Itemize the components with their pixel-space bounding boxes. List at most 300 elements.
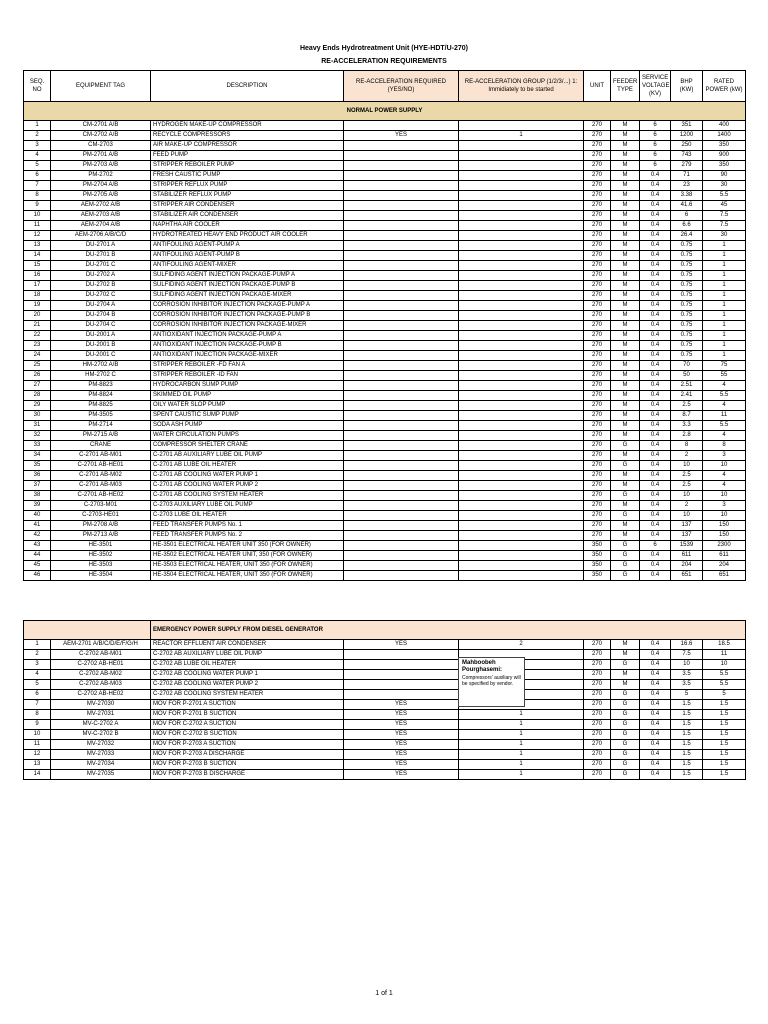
cell-bhp: 0.75	[671, 261, 703, 271]
table-row	[24, 201, 746, 211]
cell-unit: 270	[584, 211, 611, 221]
cell-reacc	[344, 680, 459, 690]
cell-bhp: 41.6	[671, 201, 703, 211]
cell-voltage: 0.4	[640, 501, 671, 511]
cell-reacc	[344, 291, 459, 301]
cell-reacc	[344, 471, 459, 481]
cell-seq: 15	[24, 261, 51, 271]
cell-bhp: 0.75	[671, 291, 703, 301]
cell-bhp: 1.5	[671, 710, 703, 720]
cell-rated: 1	[703, 321, 746, 331]
cell-group	[459, 251, 584, 261]
cell-voltage: 0.4	[640, 291, 671, 301]
cell-reacc	[344, 421, 459, 431]
cell-tag: MV-27033	[51, 750, 151, 760]
cell-unit: 270	[584, 271, 611, 281]
cell-group	[459, 211, 584, 221]
cell-group	[459, 511, 584, 521]
cell-tag: DU-2704 C	[51, 321, 151, 331]
cell-desc: STRIPPER REFLUX PUMP	[151, 181, 344, 191]
table-row	[24, 640, 746, 650]
cell-tag: C-2702 AB-M02	[51, 670, 151, 680]
cell-group	[459, 501, 584, 511]
cell-feeder: G	[611, 541, 640, 551]
header-voltage: SERVICE VOLTAGE (KV)	[640, 71, 671, 102]
cell-reacc: YES	[344, 740, 459, 750]
cell-desc: FEED TRANSFER PUMPS No. 1	[151, 521, 344, 531]
table-row	[24, 271, 746, 281]
cell-voltage: 0.4	[640, 700, 671, 710]
table-row	[24, 211, 746, 221]
cell-seq: 9	[24, 201, 51, 211]
cell-feeder: G	[611, 720, 640, 730]
cell-unit: 270	[584, 421, 611, 431]
cell-rated: 10	[703, 461, 746, 471]
cell-group	[459, 331, 584, 341]
cell-group	[459, 271, 584, 281]
cell-feeder: M	[611, 481, 640, 491]
cell-rated: 4	[703, 431, 746, 441]
cell-group	[459, 561, 584, 571]
cell-bhp: 204	[671, 561, 703, 571]
cell-reacc	[344, 341, 459, 351]
cell-unit: 270	[584, 650, 611, 660]
cell-group	[459, 191, 584, 201]
cell-feeder: M	[611, 131, 640, 141]
cell-desc: STRIPPER REBOILER PUMP	[151, 161, 344, 171]
cell-rated: 5.5	[703, 680, 746, 690]
cell-rated: 30	[703, 181, 746, 191]
cell-unit: 270	[584, 131, 611, 141]
cell-feeder: M	[611, 391, 640, 401]
cell-tag: HE-3501	[51, 541, 151, 551]
header-unit: UNIT	[584, 71, 611, 102]
cell-voltage: 0.4	[640, 471, 671, 481]
cell-group	[459, 201, 584, 211]
document-subtitle: RE-ACCELERATION REQUIREMENTS	[321, 58, 447, 65]
header-bhp: BHP (KW)	[671, 71, 703, 102]
cell-tag: MV-27031	[51, 710, 151, 720]
cell-voltage: 0.4	[640, 221, 671, 231]
table-row	[24, 690, 746, 700]
cell-unit: 270	[584, 660, 611, 670]
cell-reacc	[344, 441, 459, 451]
cell-bhp: 0.75	[671, 351, 703, 361]
cell-bhp: 2	[671, 451, 703, 461]
cell-tag: PM-3505	[51, 411, 151, 421]
cell-seq: 4	[24, 670, 51, 680]
cell-rated: 611	[703, 551, 746, 561]
cell-bhp: 3.5	[671, 670, 703, 680]
cell-feeder: M	[611, 341, 640, 351]
cell-tag: HM-2702 C	[51, 371, 151, 381]
table-row	[24, 251, 746, 261]
cell-seq: 36	[24, 471, 51, 481]
cell-rated: 11	[703, 411, 746, 421]
cell-group	[459, 531, 584, 541]
cell-desc: SPENT CAUSTIC SUMP PUMP	[151, 411, 344, 421]
cell-tag: DU-2701 C	[51, 261, 151, 271]
table-row	[24, 730, 746, 740]
cell-feeder: G	[611, 511, 640, 521]
cell-unit: 270	[584, 680, 611, 690]
cell-desc: SULFIDING AGENT INJECTION PACKAGE-PUMP B	[151, 281, 344, 291]
cell-voltage: 0.4	[640, 730, 671, 740]
cell-group	[459, 121, 584, 131]
cell-seq: 46	[24, 571, 51, 581]
cell-unit: 270	[584, 341, 611, 351]
table-row	[24, 421, 746, 431]
cell-group	[459, 261, 584, 271]
cell-unit: 270	[584, 431, 611, 441]
cell-group	[459, 231, 584, 241]
cell-unit: 350	[584, 551, 611, 561]
cell-tag: PM-2715 A/B	[51, 431, 151, 441]
cell-seq: 40	[24, 511, 51, 521]
cell-group	[459, 351, 584, 361]
cell-voltage: 6	[640, 151, 671, 161]
table-row	[24, 291, 746, 301]
table-row	[24, 171, 746, 181]
cell-bhp: 10	[671, 491, 703, 501]
cell-feeder: G	[611, 730, 640, 740]
cell-voltage: 0.4	[640, 680, 671, 690]
cell-feeder: M	[611, 401, 640, 411]
cell-tag: CRANE	[51, 441, 151, 451]
cell-desc: MOV FOR P-2703 B DISCHARGE	[151, 770, 344, 780]
cell-feeder: M	[611, 331, 640, 341]
cell-feeder: M	[611, 271, 640, 281]
table-row	[24, 261, 746, 271]
cell-unit: 270	[584, 381, 611, 391]
section-emergency-label: EMERGENCY POWER SUPPLY FROM DIESEL GENERATOR	[151, 621, 746, 640]
cell-rated: 1.5	[703, 720, 746, 730]
cell-group	[459, 401, 584, 411]
cell-feeder: M	[611, 640, 640, 650]
cell-unit: 270	[584, 700, 611, 710]
cell-desc: STRIPPER REBOILER -ID FAN	[151, 371, 344, 381]
cell-unit: 270	[584, 351, 611, 361]
cell-seq: 41	[24, 521, 51, 531]
cell-feeder: M	[611, 221, 640, 231]
cell-group	[459, 301, 584, 311]
cell-seq: 1	[24, 121, 51, 131]
cell-rated: 2300	[703, 541, 746, 551]
table-row	[24, 710, 746, 720]
normal-power-table	[23, 70, 746, 581]
cell-reacc	[344, 221, 459, 231]
cell-desc: HYDROGEN MAKE-UP COMPRESSOR	[151, 121, 344, 131]
cell-seq: 28	[24, 391, 51, 401]
cell-rated: 900	[703, 151, 746, 161]
cell-voltage: 0.4	[640, 521, 671, 531]
cell-rated: 5.5	[703, 391, 746, 401]
cell-desc: STABILIZER REFLUX PUMP	[151, 191, 344, 201]
cell-unit: 270	[584, 461, 611, 471]
table-row	[24, 760, 746, 770]
cell-tag: PM-2705 A/B	[51, 191, 151, 201]
cell-rated: 1.5	[703, 700, 746, 710]
table-row	[24, 471, 746, 481]
cell-rated: 4	[703, 401, 746, 411]
table-row	[24, 331, 746, 341]
cell-tag: HM-2702 A/B	[51, 361, 151, 371]
cell-unit: 270	[584, 640, 611, 650]
cell-bhp: 2	[671, 501, 703, 511]
cell-reacc: YES	[344, 710, 459, 720]
cell-rated: 1.5	[703, 730, 746, 740]
cell-reacc	[344, 371, 459, 381]
cell-feeder: M	[611, 251, 640, 261]
cell-rated: 150	[703, 531, 746, 541]
cell-desc: WATER CIRCULATION PUMPS	[151, 431, 344, 441]
cell-desc: ANTIOXIDANT INJECTION PACKAGE-PUMP B	[151, 341, 344, 351]
table-row	[24, 221, 746, 231]
cell-reacc	[344, 660, 459, 670]
cell-group	[459, 541, 584, 551]
cell-reacc	[344, 461, 459, 471]
cell-reacc	[344, 511, 459, 521]
cell-reacc	[344, 650, 459, 660]
cell-tag: C-2701 AB-HE02	[51, 491, 151, 501]
cell-voltage: 0.4	[640, 191, 671, 201]
cell-reacc: YES	[344, 700, 459, 710]
cell-seq: 22	[24, 331, 51, 341]
cell-group	[459, 471, 584, 481]
cell-tag: DU-2701 B	[51, 251, 151, 261]
cell-bhp: 5	[671, 690, 703, 700]
cell-desc: STRIPPER AIR CONDENSER	[151, 201, 344, 211]
cell-reacc	[344, 141, 459, 151]
table-row	[24, 361, 746, 371]
cell-desc: MOV FOR P-2703 A SUCTION	[151, 740, 344, 750]
cell-rated: 350	[703, 161, 746, 171]
cell-feeder: M	[611, 311, 640, 321]
cell-unit: 270	[584, 690, 611, 700]
cell-feeder: G	[611, 700, 640, 710]
cell-unit: 270	[584, 770, 611, 780]
cell-desc: OILY WATER SLOP PUMP	[151, 401, 344, 411]
cell-reacc	[344, 481, 459, 491]
cell-group: 1	[459, 770, 584, 780]
cell-group	[459, 171, 584, 181]
cell-bhp: 3.5	[671, 680, 703, 690]
cell-reacc	[344, 331, 459, 341]
cell-feeder: M	[611, 351, 640, 361]
cell-group: 1	[459, 710, 584, 720]
cell-bhp: 2.5	[671, 481, 703, 491]
cell-group	[459, 221, 584, 231]
cell-group	[459, 551, 584, 561]
cell-seq: 12	[24, 231, 51, 241]
cell-reacc: YES	[344, 770, 459, 780]
table-row	[24, 720, 746, 730]
cell-tag: AEM-2702 A/B	[51, 201, 151, 211]
cell-reacc	[344, 561, 459, 571]
cell-unit: 350	[584, 571, 611, 581]
cell-feeder: M	[611, 301, 640, 311]
table-row	[24, 521, 746, 531]
cell-group	[459, 571, 584, 581]
cell-rated: 1.5	[703, 740, 746, 750]
table-row	[24, 241, 746, 251]
cell-feeder: M	[611, 451, 640, 461]
cell-voltage: 0.4	[640, 211, 671, 221]
cell-group	[459, 431, 584, 441]
cell-voltage: 0.4	[640, 301, 671, 311]
cell-reacc	[344, 571, 459, 581]
cell-bhp: 0.75	[671, 251, 703, 261]
cell-rated: 400	[703, 121, 746, 131]
table-row	[24, 431, 746, 441]
cell-seq: 24	[24, 351, 51, 361]
cell-desc: CORROSION INHIBITOR INJECTION PACKAGE-PUMP A	[151, 301, 344, 311]
cell-desc: FRESH CAUSTIC PUMP	[151, 171, 344, 181]
cell-group: 1	[459, 131, 584, 141]
cell-seq: 23	[24, 341, 51, 351]
cell-feeder: M	[611, 521, 640, 531]
cell-seq: 45	[24, 561, 51, 571]
cell-rated: 5.5	[703, 191, 746, 201]
cell-voltage: 0.4	[640, 421, 671, 431]
table-row	[24, 381, 746, 391]
cell-voltage: 0.4	[640, 531, 671, 541]
cell-voltage: 0.4	[640, 401, 671, 411]
table-row	[24, 670, 746, 680]
cell-rated: 1	[703, 301, 746, 311]
cell-seq: 10	[24, 730, 51, 740]
cell-seq: 17	[24, 281, 51, 291]
cell-tag: MV-27035	[51, 770, 151, 780]
cell-bhp: 3.38	[671, 191, 703, 201]
cell-feeder: M	[611, 211, 640, 221]
cell-desc: MOV FOR C-2702 B SUCTION	[151, 730, 344, 740]
cell-tag: HE-3504	[51, 571, 151, 581]
header-seq: SEQ. NO	[24, 71, 51, 102]
cell-feeder: M	[611, 680, 640, 690]
cell-bhp: 651	[671, 571, 703, 581]
cell-rated: 1	[703, 281, 746, 291]
cell-feeder: M	[611, 141, 640, 151]
cell-voltage: 0.4	[640, 351, 671, 361]
table-row	[24, 511, 746, 521]
cell-unit: 270	[584, 501, 611, 511]
cell-desc: C-2702 AB LUBE OIL HEATER	[151, 660, 344, 670]
cell-seq: 21	[24, 321, 51, 331]
cell-desc: C-2702 AB COOLING SYSTEM HEATER	[151, 690, 344, 700]
cell-reacc: YES	[344, 730, 459, 740]
cell-feeder: M	[611, 191, 640, 201]
cell-unit: 270	[584, 161, 611, 171]
table-row	[24, 231, 746, 241]
cell-tag: DU-2001 B	[51, 341, 151, 351]
cell-group	[459, 491, 584, 501]
cell-rated: 55	[703, 371, 746, 381]
cell-unit: 270	[584, 301, 611, 311]
cell-seq: 37	[24, 481, 51, 491]
cell-group	[459, 361, 584, 371]
cell-tag: C-2701 AB-M02	[51, 471, 151, 481]
cell-unit: 270	[584, 401, 611, 411]
cell-voltage: 0.4	[640, 381, 671, 391]
cell-unit: 270	[584, 511, 611, 521]
cell-group	[459, 161, 584, 171]
cell-rated: 1	[703, 241, 746, 251]
cell-tag: DU-2702 A	[51, 271, 151, 281]
cell-seq: 42	[24, 531, 51, 541]
cell-bhp: 0.75	[671, 321, 703, 331]
cell-rated: 7.5	[703, 221, 746, 231]
cell-seq: 13	[24, 760, 51, 770]
cell-voltage: 0.4	[640, 311, 671, 321]
cell-unit: 270	[584, 361, 611, 371]
comment-note[interactable]	[458, 657, 525, 707]
cell-voltage: 0.4	[640, 321, 671, 331]
cell-bhp: 2.51	[671, 381, 703, 391]
table-row	[24, 121, 746, 131]
cell-seq: 14	[24, 770, 51, 780]
cell-rated: 1	[703, 261, 746, 271]
cell-reacc	[344, 451, 459, 461]
section-normal-power	[24, 102, 746, 121]
cell-unit: 270	[584, 291, 611, 301]
cell-rated: 4	[703, 471, 746, 481]
cell-feeder: G	[611, 461, 640, 471]
cell-unit: 270	[584, 710, 611, 720]
cell-voltage: 0.4	[640, 181, 671, 191]
cell-voltage: 0.4	[640, 271, 671, 281]
cell-bhp: 71	[671, 171, 703, 181]
cell-bhp: 0.75	[671, 311, 703, 321]
cell-desc: MOV FOR P-2701 A SUCTION	[151, 700, 344, 710]
cell-tag: PM-2703 A/B	[51, 161, 151, 171]
cell-reacc	[344, 690, 459, 700]
cell-rated: 1	[703, 251, 746, 261]
cell-reacc	[344, 670, 459, 680]
table-row	[24, 750, 746, 760]
cell-tag: C-2702 AB-HE02	[51, 690, 151, 700]
cell-seq: 6	[24, 171, 51, 181]
cell-tag: DU-2702 C	[51, 291, 151, 301]
cell-feeder: M	[611, 261, 640, 271]
cell-seq: 12	[24, 750, 51, 760]
cell-reacc	[344, 161, 459, 171]
cell-unit: 270	[584, 201, 611, 211]
cell-feeder: M	[611, 471, 640, 481]
cell-reacc	[344, 551, 459, 561]
cell-tag: PM-2714	[51, 421, 151, 431]
cell-voltage: 0.4	[640, 391, 671, 401]
cell-desc: C-2702 AB COOLING WATER PUMP 2	[151, 680, 344, 690]
cell-seq: 18	[24, 291, 51, 301]
cell-desc: RECYCLE COMPRESSORS	[151, 131, 344, 141]
cell-voltage: 0.4	[640, 451, 671, 461]
table-row	[24, 660, 746, 670]
cell-tag: C-2701 AB-HE01	[51, 461, 151, 471]
cell-unit: 270	[584, 670, 611, 680]
cell-desc: C-2701 AB AUXILIARY LUBE OIL PUMP	[151, 451, 344, 461]
cell-bhp: 10	[671, 461, 703, 471]
cell-feeder: G	[611, 750, 640, 760]
cell-seq: 11	[24, 221, 51, 231]
table-row	[24, 461, 746, 471]
cell-tag: CM-2702 A/B	[51, 131, 151, 141]
cell-seq: 20	[24, 311, 51, 321]
cell-tag: C-2702 AB-M01	[51, 650, 151, 660]
cell-voltage: 0.4	[640, 411, 671, 421]
cell-group	[459, 441, 584, 451]
cell-group	[459, 311, 584, 321]
